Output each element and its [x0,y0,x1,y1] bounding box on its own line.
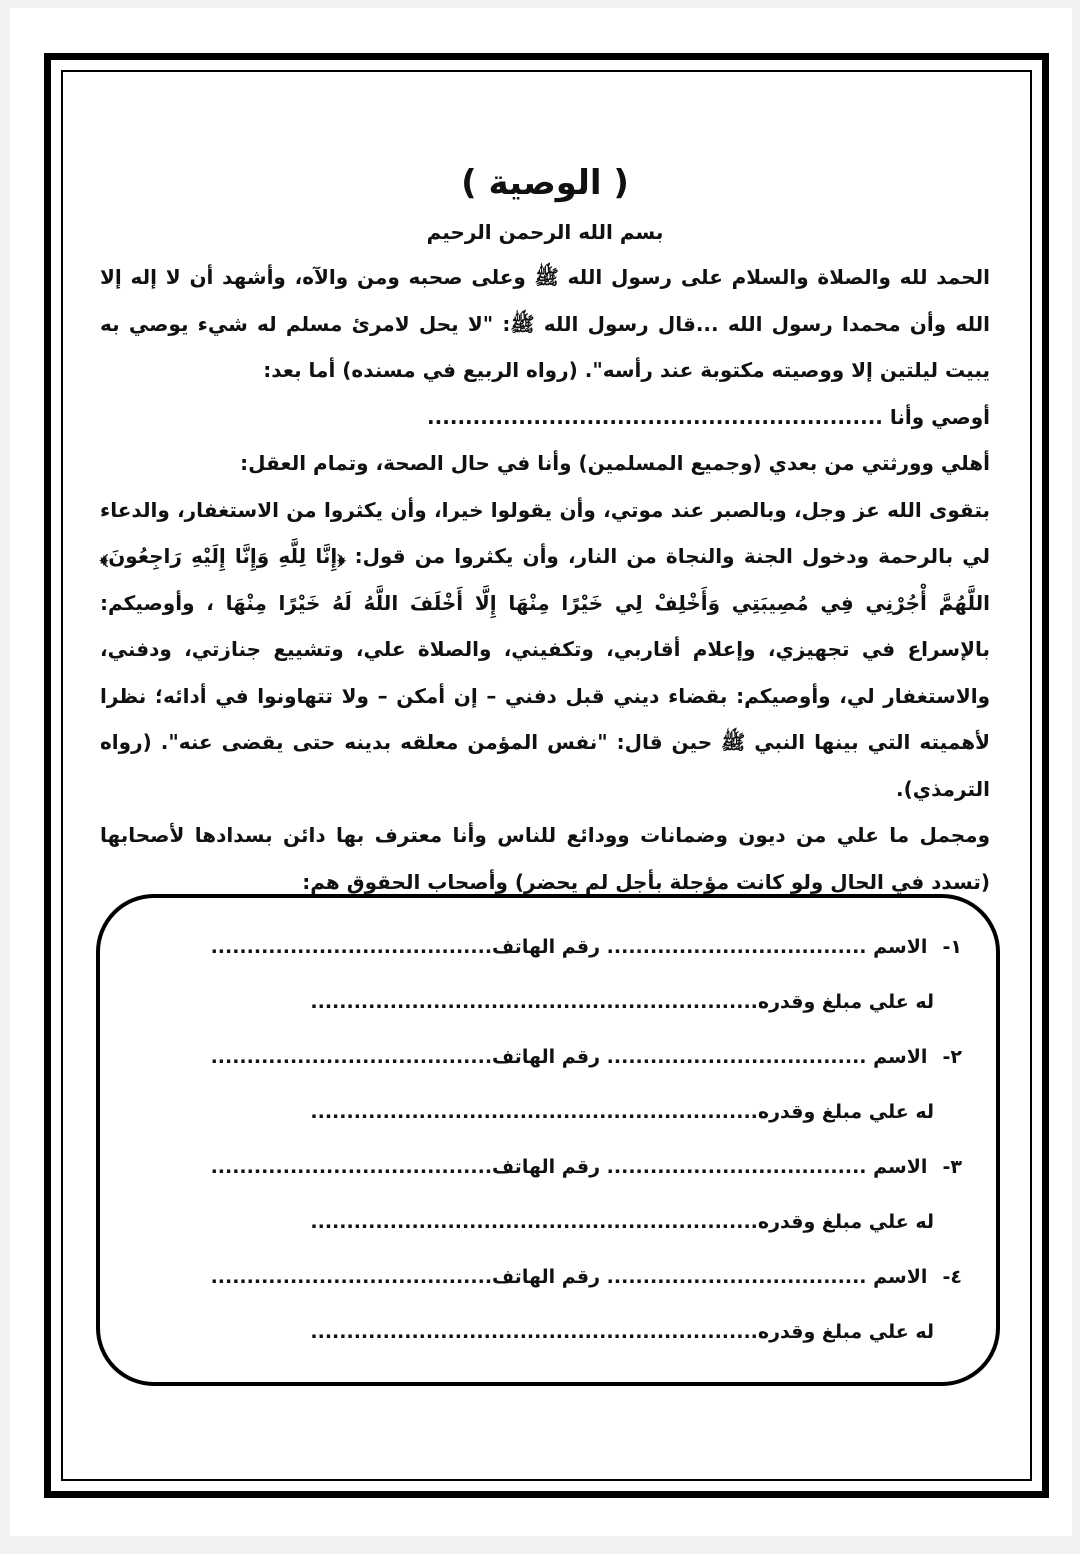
creditor-amount-field: له علي مبلغ وقدره.............................................................. [310,1211,934,1233]
creditor-number: ٢- [942,1046,962,1068]
creditor-amount-field: له علي مبلغ وقدره.............................................................. [310,991,934,1013]
creditor-name-field: الاسم .................................... [606,936,928,958]
creditor-amount-field: له علي مبلغ وقدره.............................................................. [310,1101,934,1123]
creditor-entry [100,1250,996,1360]
creditor-phone-field: رقم الهاتف....................................... [210,1156,601,1178]
creditor-entry [100,1140,996,1250]
creditor-entry [100,920,996,1030]
creditor-name-field: الاسم .................................... [606,1046,928,1068]
testator-line: أوصي وأنا ............................................................ [427,404,990,429]
creditor-entry [100,1030,996,1140]
heirs-paragraph: أهلي وورثتي من بعدي (وجميع المسلمين) وأنا في حال الصحة، وتمام العقل: [240,451,990,475]
creditor-amount-field: له علي مبلغ وقدره.............................................................. [310,1321,934,1343]
creditor-name-field: الاسم .................................... [606,1266,928,1288]
creditor-phone-field: رقم الهاتف....................................... [210,1266,601,1288]
creditor-number: ٣- [942,1156,962,1178]
creditor-number: ١- [942,936,962,958]
creditor-name-field: الاسم .................................... [606,1156,928,1178]
intro-paragraph: الحمد لله والصلاة والسلام على رسول الله ﷺ وعلى صحبه ومن والآه، وأشهد أن لا إله إلا الله وأن محمدا رسول الله ...قال رسول الله ﷺ: "لا يحل لامرئ مسلم له شيء يوصي به يبيت ليلتين إلا ووصيته مكتوبة عند رأسه". (رواه الربيع في مسنده) أما بعد: [100,265,990,382]
creditor-phone-field: رقم الهاتف....................................... [210,1046,601,1068]
creditor-number: ٤- [942,1266,962,1288]
will-content [100,158,990,905]
creditor-phone-field: رقم الهاتف....................................... [210,936,601,958]
instructions-paragraph: بتقوى الله عز وجل، وبالصبر عند موتي، وأن يقولوا خيرا، وأن يكثروا من الاستغفار، والدعاء لي بالرحمة ودخول الجنة والنجاة من النار، وأن يكثروا من قول: ﴿إِنَّا لِلَّهِ وَإِنَّا إِلَيْهِ رَاجِعُونَ﴾ اللَّهُمَّ أْجُرْنِي فِي مُصِيبَتِي وَأَخْلِفْ لِي خَيْرًا مِنْهَا إِلَّا أَخْلَفَ اللَّهُ لَهُ خَيْرًا مِنْهَا ، وأوصيكم: بالإسراع في تجهيزي، وإعلام أقاربي، وتكفيني، والصلاة علي، وتشييع جنازتي، ودفني، والاستغفار لي، وأوصيكم: بقضاء ديني قبل دفني – إن أمكن – ولا تتهاونوا في أدائه؛ نظرا لأهميته التي بينها النبي ﷺ حين قال: "نفس المؤمن معلقه بدينه حتى يقضى عنه". (رواه الترمذي). [100,497,990,801]
page-title: ( الوصية ) [461,163,629,203]
creditors-box [96,894,1000,1386]
debts-paragraph: ومجمل ما علي من ديون وضمانات وودائع للناس وأنا معترف بها دائن بسدادها لأصحابها (تسدد في الحال ولو كانت مؤجلة بأجل لم يحضر) وأصحاب الحقوق هم: [100,823,990,894]
basmala-heading: بسم الله الرحمن الرحيم [426,220,664,244]
document-page [10,8,1072,1536]
